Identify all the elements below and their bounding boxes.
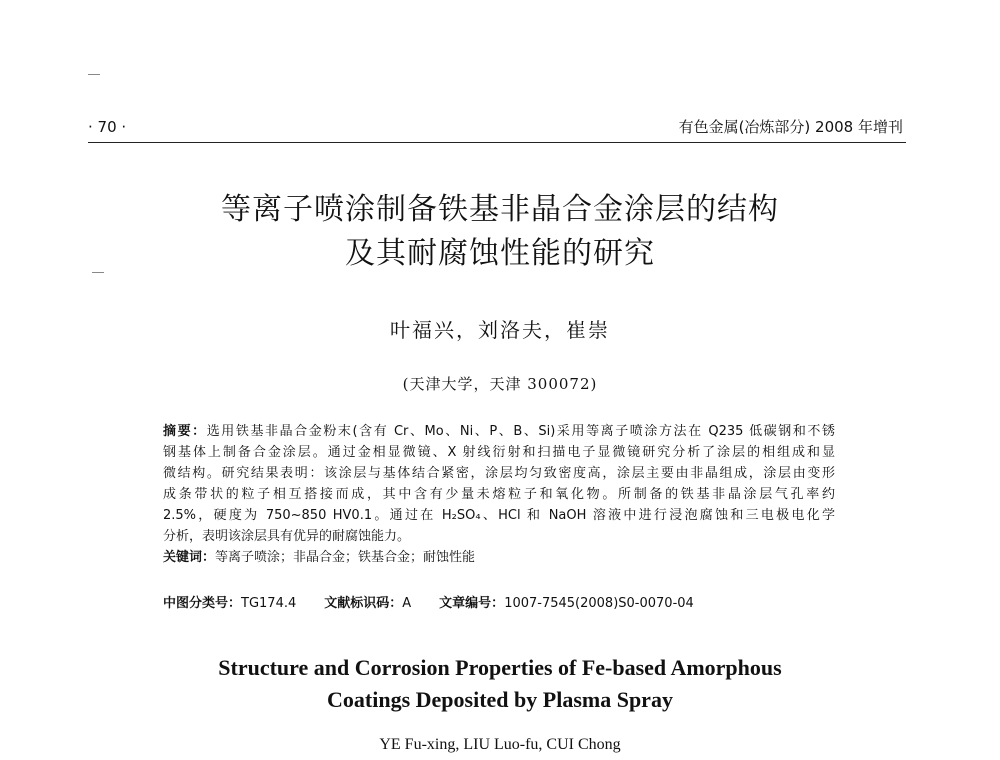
abstract-line: 成条带状的粒子相互搭接而成，其中含有少量未熔粒子和氧化物。所制备的铁基非晶涂层气孔率约 [163,487,835,502]
classification-line [163,592,694,611]
header-rule [88,142,906,143]
affiliation-zh: (天津大学，天津 300072) [402,375,598,393]
abstract-line: 微结构。研究结果表明：该涂层与基体结合紧密，涂层均匀致密度高，涂层主要由非晶组成，涂层由变形 [163,466,835,481]
title-zh-line2: 及其耐腐蚀性能的研究 [345,236,655,271]
clc-label: 中图分类号： [163,596,242,611]
abstract-line: 2.5%，硬度为 750~850 HV0.1。通过在 H₂SO₄、HCl 和 NaOH 溶液中进行浸泡腐蚀和三电极电化学 [163,508,835,523]
keywords-label: 关键词： [163,550,216,565]
title-zh-line1: 等离子喷涂制备铁基非晶合金涂层的结构 [221,192,779,227]
abstract-label: 摘要： [163,424,207,439]
abstract-line: 摘要：选用铁基非晶合金粉末(含有 Cr、Mo、Ni、P、B、Si)采用等离子喷涂方法在 Q235 低碳钢和不锈 [163,424,835,439]
clc-value: TG174.4 [241,596,297,611]
abstract-line: 钢基体上制备合金涂层。通过金相显微镜、X 射线衍射和扫描电子显微镜研究分析了涂层的相组成和显 [163,445,835,460]
keywords-text: 等离子喷涂；非晶合金；铁基合金；耐蚀性能 [215,550,476,565]
abstract-block [163,421,835,568]
article-number-label: 文章编号： [439,596,505,611]
doc-code-value: A [402,596,412,611]
journal-info: 有色金属(冶炼部分) 2008 年增刊 [678,118,903,136]
title-en-line2: Coatings Deposited by Plasma Spray [327,687,673,712]
title-en-line1: Structure and Corrosion Properties of Fe-based Amorphous [218,655,782,680]
article-number-value: 1007-7545(2008)S0-0070-04 [504,596,694,611]
margin-mark [88,74,100,75]
abstract-line: 分析，表明该涂层具有优异的耐腐蚀能力。 [163,529,411,544]
authors-en: YE Fu-xing, LIU Luo-fu, CUI Chong [379,736,621,753]
doc-code-label: 文献标识码： [324,596,403,611]
page-number: · 70 · [88,118,127,136]
authors-zh: 叶福兴，刘洛夫，崔崇 [390,318,610,342]
keywords-line [163,547,835,568]
